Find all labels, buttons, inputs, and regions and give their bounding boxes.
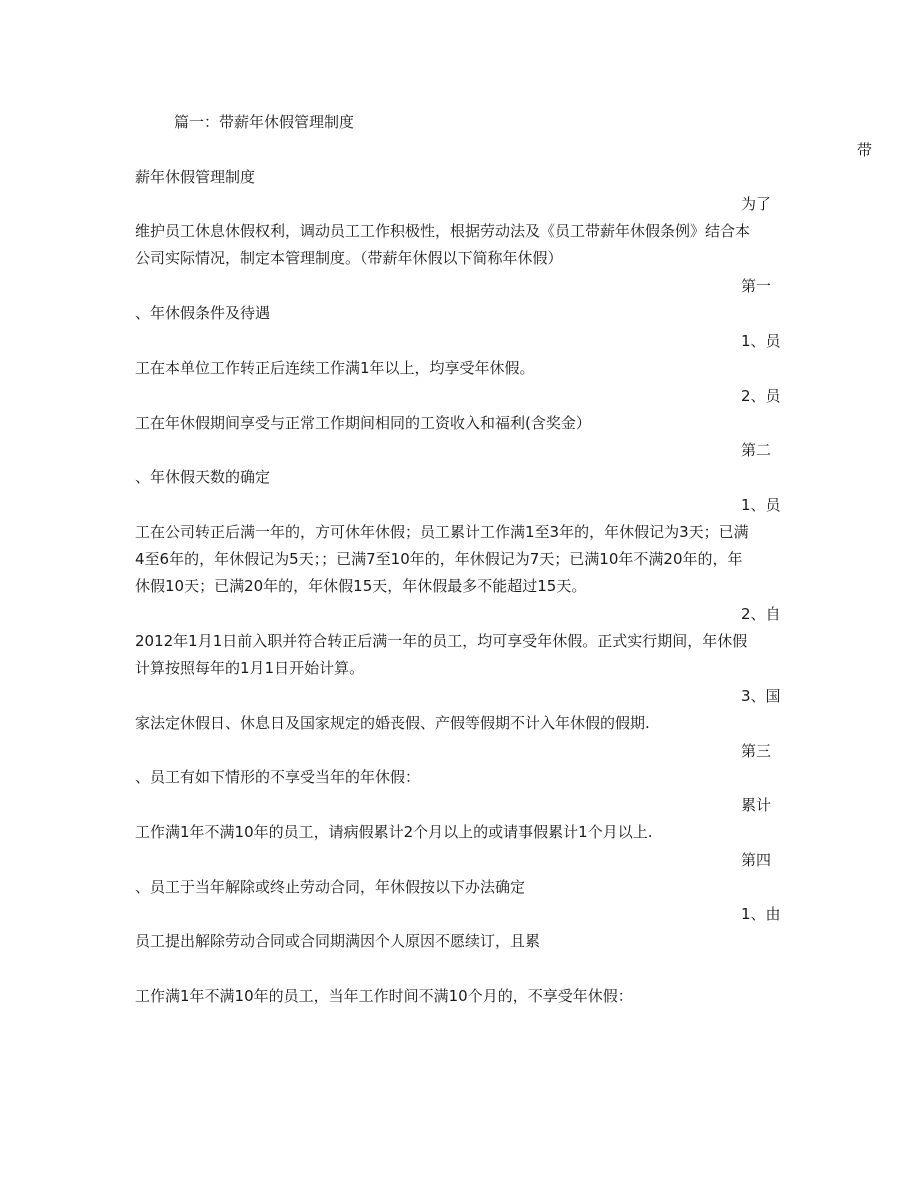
text-line: 休假10天；已满20年的，年休假15天，年休假最多不能超过15天。 [135, 577, 587, 595]
document-title: 篇一：带薪年休假管理制度 [174, 113, 355, 131]
text-line: 薪年休假管理制度 [135, 168, 256, 186]
section-number: 第一 [741, 277, 772, 295]
section-number: 第三 [741, 742, 772, 760]
text-line: 公司实际情况，制定本管理制度。（带薪年休假以下简称年休假） [135, 249, 563, 267]
item-number: 1、员 [741, 332, 781, 350]
text-line: 4至6年的，年休假记为5天；；已满7至10年的，年休假记为7天；已满10年不满20年的，年 [135, 550, 743, 568]
text-line: 工在公司转正后满一年的，方可休年休假；员工累计工作满1至3年的，年休假记为3天；已满 [135, 523, 749, 541]
section-number: 第四 [741, 851, 772, 869]
text-line: 计算按照每年的1月1日开始计算。 [135, 659, 365, 677]
item-number: 1、员 [741, 496, 781, 514]
section-number: 第二 [741, 441, 772, 459]
text-line: 2012年1月1日前入职并符合转正后满一年的员工，均可享受年休假。正式实行期间，年休假 [135, 632, 748, 650]
text-line: 累计 [741, 796, 772, 814]
text-line: 工在本单位工作转正后连续工作满1年以上，均享受年休假。 [135, 359, 535, 377]
section-heading: 、年休假条件及待遇 [135, 304, 271, 322]
section-heading: 、员工于当年解除或终止劳动合同，年休假按以下办法确定 [135, 878, 526, 896]
text-line: 工在年休假期间享受与正常工作期间相同的工资收入和福利(含奖金） [135, 414, 591, 432]
text-line: 工作满1年不满10年的员工，请病假累计2个月以上的或请事假累计1个月以上. [135, 823, 653, 841]
section-heading: 、员工有如下情形的不享受当年的年休假： [135, 768, 421, 786]
text-line: 员工提出解除劳动合同或合同期满因个人原因不愿续订，且累 [135, 932, 541, 950]
text-line: 家法定休假日、休息日及国家规定的婚丧假、产假等假期不计入年休假的假期. [135, 714, 650, 732]
item-number: 3、国 [741, 687, 781, 705]
item-number: 1、由 [741, 905, 781, 923]
text-line: 为了 [741, 195, 772, 213]
section-heading: 、年休假天数的确定 [135, 468, 271, 486]
text-line: 工作满1年不满10年的员工，当年工作时间不满10个月的，不享受年休假： [135, 987, 633, 1005]
item-number: 2、员 [741, 387, 781, 405]
text-line: 带 [857, 141, 873, 159]
text-line: 维护员工休息休假权利，调动员工工作积极性，根据劳动法及《员工带薪年休假条例》结合本 [135, 222, 751, 240]
item-number: 2、自 [741, 605, 781, 623]
